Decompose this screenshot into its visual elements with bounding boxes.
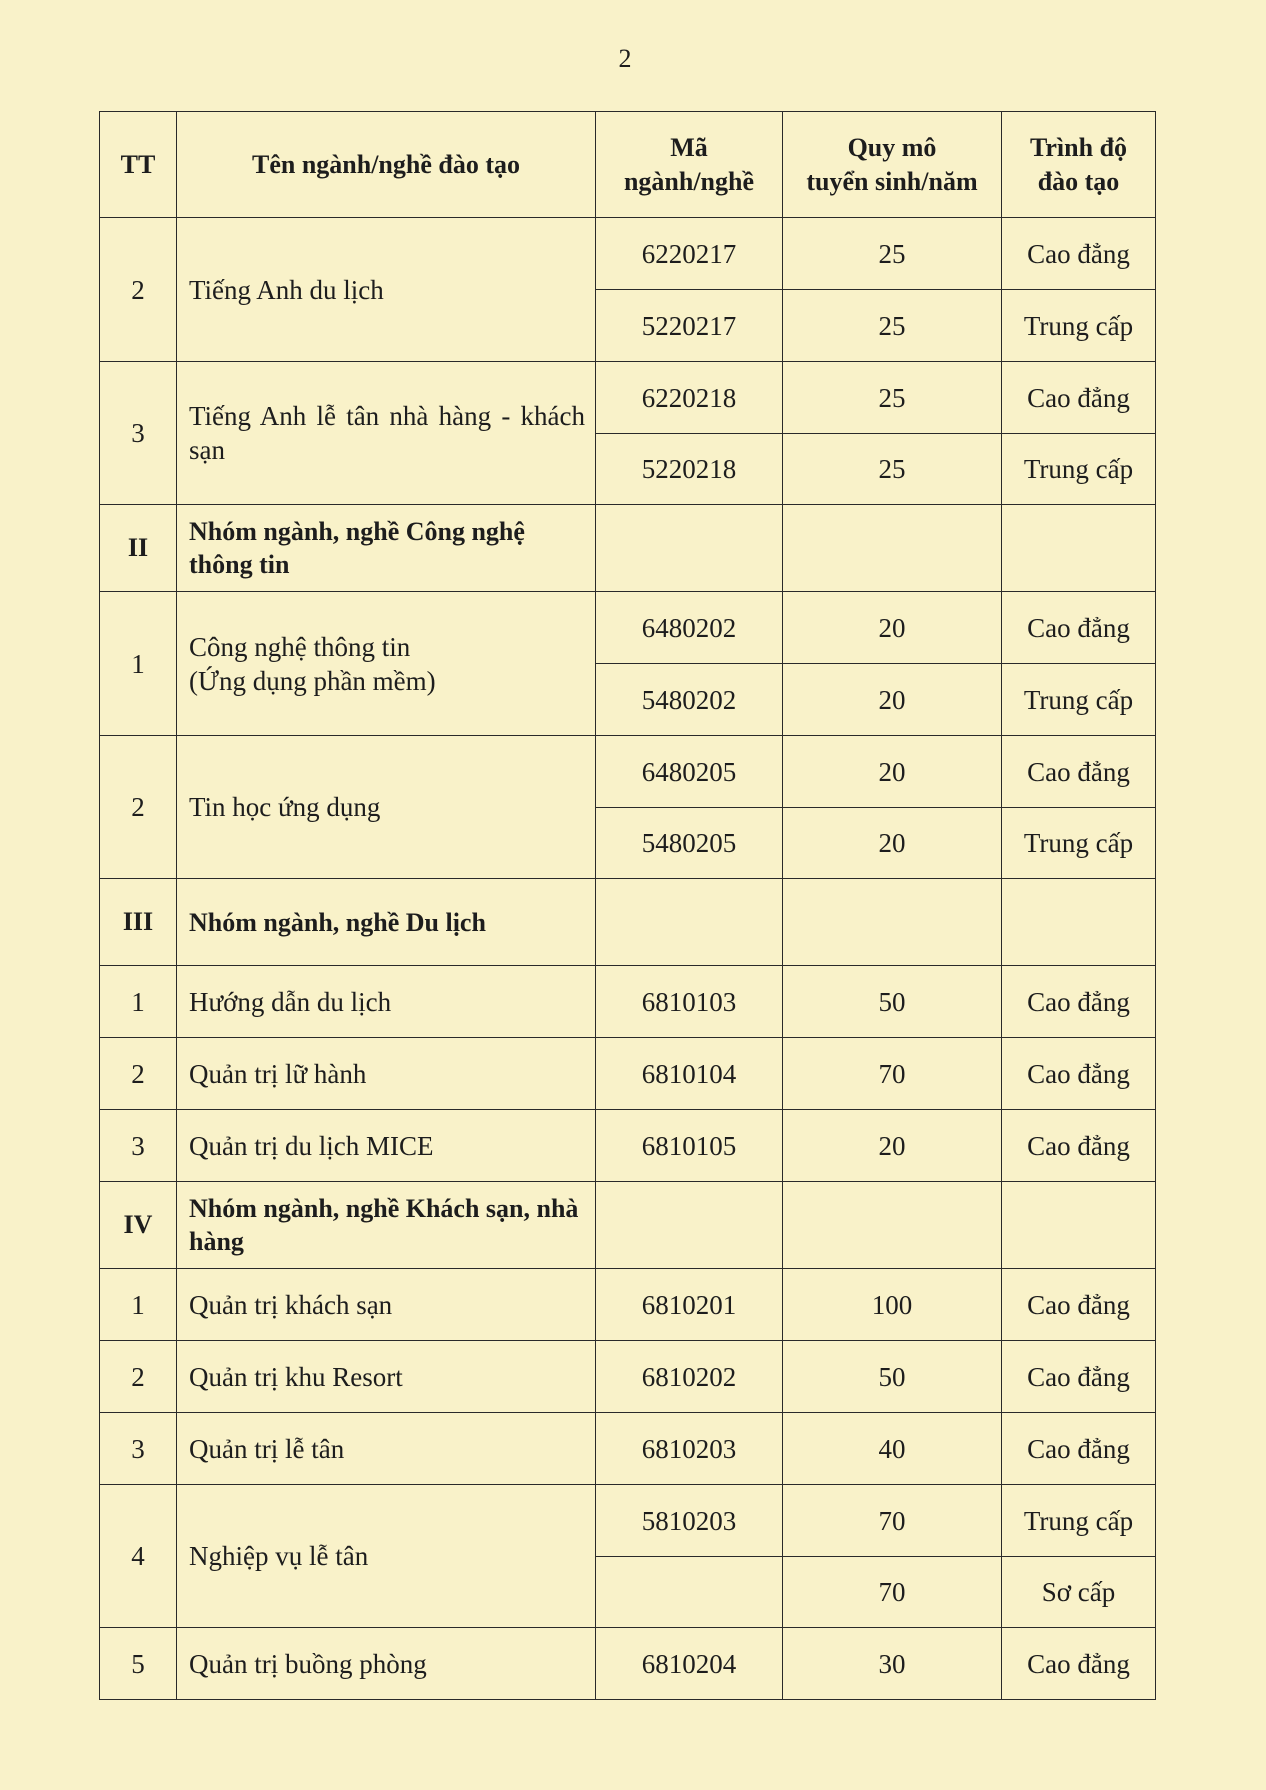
row-code bbox=[596, 1557, 783, 1628]
table-row bbox=[100, 1485, 1156, 1557]
row-name: Hướng dẫn du lịch bbox=[177, 966, 596, 1038]
page-number: 2 bbox=[618, 44, 632, 73]
training-programs-table bbox=[99, 111, 1156, 1700]
row-code: 6810201 bbox=[596, 1269, 783, 1341]
row-code: 6810203 bbox=[596, 1413, 783, 1485]
header-scale-line2: tuyển sinh/năm bbox=[806, 166, 978, 196]
row-scale: 25 bbox=[783, 290, 1002, 362]
row-code: 6480202 bbox=[596, 592, 783, 664]
table-row bbox=[100, 362, 1156, 434]
row-code: 5810203 bbox=[596, 1485, 783, 1557]
row-level: Trung cấp bbox=[1002, 664, 1156, 736]
row-scale: 20 bbox=[783, 664, 1002, 736]
row-scale: 50 bbox=[783, 1341, 1002, 1413]
group-name: Nhóm ngành, nghề Công nghệ thông tin bbox=[177, 505, 596, 592]
row-code: 5480202 bbox=[596, 664, 783, 736]
row-tt: 2 bbox=[100, 1341, 177, 1413]
row-level: Trung cấp bbox=[1002, 434, 1156, 505]
row-name: Quản trị du lịch MICE bbox=[177, 1110, 596, 1182]
row-level: Cao đẳng bbox=[1002, 1269, 1156, 1341]
group-name: Nhóm ngành, nghề Khách sạn, nhà hàng bbox=[177, 1182, 596, 1269]
row-scale: 20 bbox=[783, 1110, 1002, 1182]
row-level: Cao đẳng bbox=[1002, 966, 1156, 1038]
row-tt: 3 bbox=[100, 1413, 177, 1485]
table-row bbox=[100, 966, 1156, 1038]
row-scale: 70 bbox=[783, 1485, 1002, 1557]
row-name: Quản trị khách sạn bbox=[177, 1269, 596, 1341]
table-row bbox=[100, 1110, 1156, 1182]
row-level: Cao đẳng bbox=[1002, 1413, 1156, 1485]
table-row bbox=[100, 736, 1156, 808]
row-level: Cao đẳng bbox=[1002, 592, 1156, 664]
row-tt: 1 bbox=[100, 966, 177, 1038]
row-scale: 25 bbox=[783, 434, 1002, 505]
group-row bbox=[100, 879, 1156, 966]
row-scale: 25 bbox=[783, 362, 1002, 434]
header-name: Tên ngành/nghề đào tạo bbox=[177, 112, 596, 218]
row-name: Tiếng Anh du lịch bbox=[177, 218, 596, 362]
row-name: Tin học ứng dụng bbox=[177, 736, 596, 879]
header-tt: TT bbox=[100, 112, 177, 218]
row-level: Sơ cấp bbox=[1002, 1557, 1156, 1628]
row-level: Trung cấp bbox=[1002, 290, 1156, 362]
row-scale: 25 bbox=[783, 218, 1002, 290]
row-level: Cao đẳng bbox=[1002, 1341, 1156, 1413]
row-name-line1: Công nghệ thông tin bbox=[189, 631, 411, 662]
row-code: 6220217 bbox=[596, 218, 783, 290]
header-scale bbox=[783, 112, 1002, 218]
table-row bbox=[100, 1413, 1156, 1485]
group-name: Nhóm ngành, nghề Du lịch bbox=[177, 879, 596, 966]
empty-cell bbox=[783, 1182, 1002, 1269]
group-row bbox=[100, 505, 1156, 592]
row-name: Tiếng Anh lễ tân nhà hàng - khách sạn bbox=[177, 362, 596, 505]
group-tt: III bbox=[100, 879, 177, 966]
header-code-line1: Mã bbox=[670, 132, 708, 162]
row-name: Quản trị lữ hành bbox=[177, 1038, 596, 1110]
row-name-line2: (Ứng dụng phần mềm) bbox=[189, 665, 436, 696]
row-scale: 50 bbox=[783, 966, 1002, 1038]
group-row bbox=[100, 1182, 1156, 1269]
row-scale: 70 bbox=[783, 1038, 1002, 1110]
row-tt: 3 bbox=[100, 362, 177, 505]
header-level-line1: Trình độ bbox=[1029, 132, 1128, 162]
row-name bbox=[177, 592, 596, 736]
row-tt: 2 bbox=[100, 1038, 177, 1110]
row-name: Quản trị khu Resort bbox=[177, 1341, 596, 1413]
table-row bbox=[100, 1038, 1156, 1110]
row-code: 6810103 bbox=[596, 966, 783, 1038]
row-scale: 70 bbox=[783, 1557, 1002, 1628]
header-code bbox=[596, 112, 783, 218]
row-scale: 20 bbox=[783, 736, 1002, 808]
row-name: Quản trị buồng phòng bbox=[177, 1628, 596, 1700]
empty-cell bbox=[783, 879, 1002, 966]
empty-cell bbox=[596, 1182, 783, 1269]
header-level-line2: đào tạo bbox=[1037, 166, 1120, 196]
row-code: 5480205 bbox=[596, 808, 783, 879]
row-name: Quản trị lễ tân bbox=[177, 1413, 596, 1485]
row-code: 6480205 bbox=[596, 736, 783, 808]
row-code: 6220218 bbox=[596, 362, 783, 434]
row-tt: 2 bbox=[100, 218, 177, 362]
row-tt: 3 bbox=[100, 1110, 177, 1182]
row-code: 6810204 bbox=[596, 1628, 783, 1700]
empty-cell bbox=[596, 879, 783, 966]
row-level: Cao đẳng bbox=[1002, 1628, 1156, 1700]
row-name: Nghiệp vụ lễ tân bbox=[177, 1485, 596, 1628]
empty-cell bbox=[1002, 505, 1156, 592]
row-tt: 2 bbox=[100, 736, 177, 879]
empty-cell bbox=[1002, 1182, 1156, 1269]
row-scale: 30 bbox=[783, 1628, 1002, 1700]
row-scale: 20 bbox=[783, 592, 1002, 664]
row-tt: 1 bbox=[100, 1269, 177, 1341]
empty-cell bbox=[783, 505, 1002, 592]
row-level: Trung cấp bbox=[1002, 808, 1156, 879]
header-scale-line1: Quy mô bbox=[847, 132, 937, 162]
row-code: 6810104 bbox=[596, 1038, 783, 1110]
table-row bbox=[100, 1628, 1156, 1700]
table-row bbox=[100, 218, 1156, 290]
row-level: Trung cấp bbox=[1002, 1485, 1156, 1557]
row-level: Cao đẳng bbox=[1002, 1110, 1156, 1182]
table-row bbox=[100, 1269, 1156, 1341]
empty-cell bbox=[596, 505, 783, 592]
row-scale: 100 bbox=[783, 1269, 1002, 1341]
row-level: Cao đẳng bbox=[1002, 736, 1156, 808]
table-row bbox=[100, 1341, 1156, 1413]
row-level: Cao đẳng bbox=[1002, 362, 1156, 434]
table-header-row bbox=[100, 112, 1156, 218]
row-tt: 5 bbox=[100, 1628, 177, 1700]
header-code-line2: ngành/nghề bbox=[623, 166, 755, 196]
row-code: 6810105 bbox=[596, 1110, 783, 1182]
header-level bbox=[1002, 112, 1156, 218]
row-code: 5220217 bbox=[596, 290, 783, 362]
table-row bbox=[100, 592, 1156, 664]
row-code: 5220218 bbox=[596, 434, 783, 505]
row-level: Cao đẳng bbox=[1002, 1038, 1156, 1110]
row-scale: 20 bbox=[783, 808, 1002, 879]
group-tt: II bbox=[100, 505, 177, 592]
group-tt: IV bbox=[100, 1182, 177, 1269]
row-tt: 1 bbox=[100, 592, 177, 736]
row-level: Cao đẳng bbox=[1002, 218, 1156, 290]
row-tt: 4 bbox=[100, 1485, 177, 1628]
row-scale: 40 bbox=[783, 1413, 1002, 1485]
empty-cell bbox=[1002, 879, 1156, 966]
row-code: 6810202 bbox=[596, 1341, 783, 1413]
